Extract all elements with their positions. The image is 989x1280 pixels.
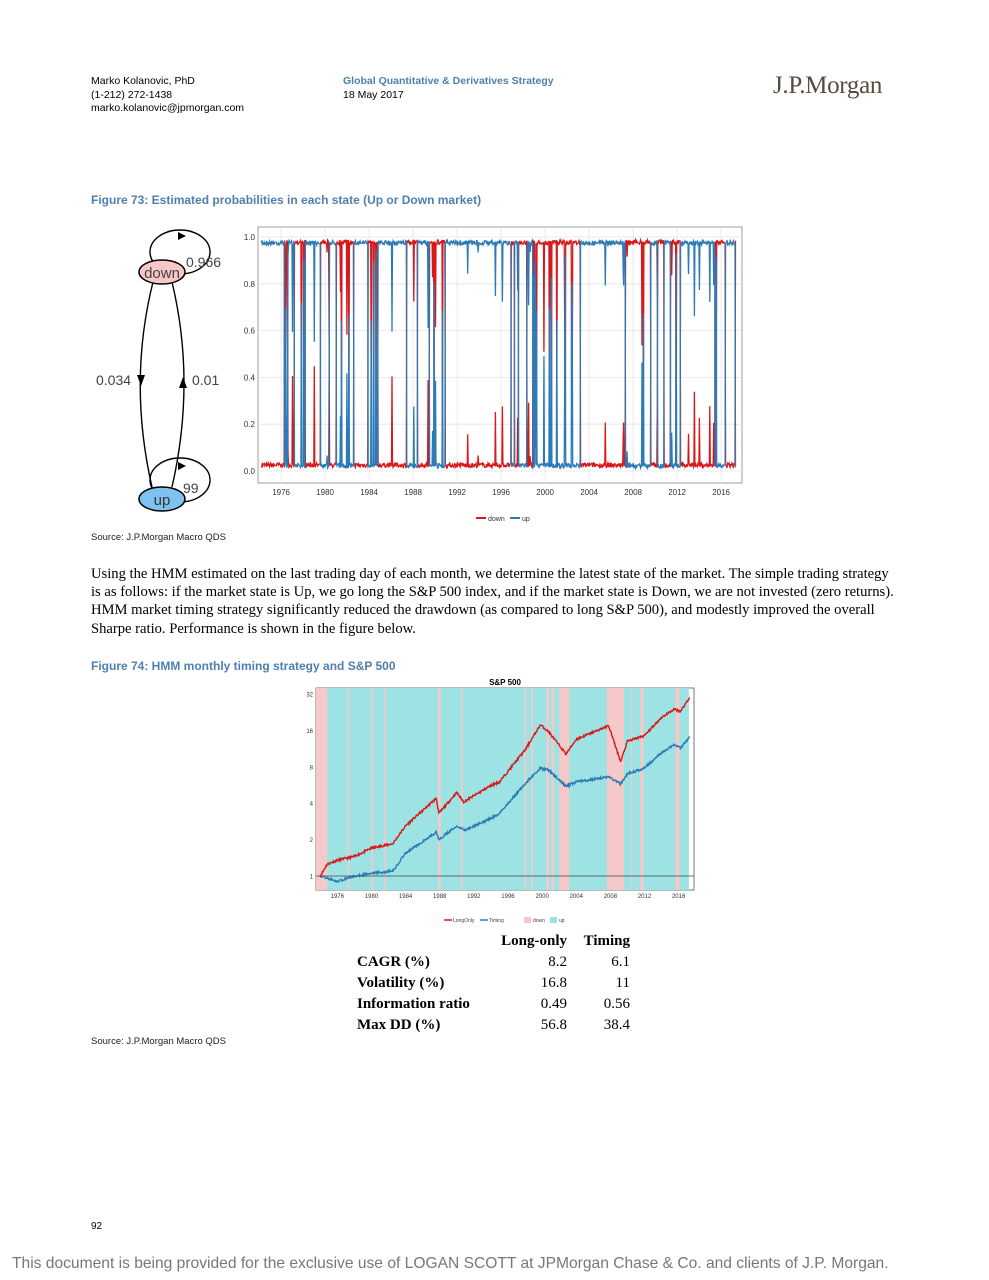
down-regime-band <box>371 688 373 890</box>
down-regime-band <box>607 688 624 890</box>
jpmorgan-logo: J.P.Morgan <box>773 72 883 99</box>
down-regime-band <box>524 688 526 890</box>
down-loop-arrowhead <box>178 232 186 240</box>
x-tick-label: 1988 <box>404 488 422 497</box>
legend-label-up: up <box>559 918 565 924</box>
down-regime-band <box>384 688 386 890</box>
x-tick-label: 2000 <box>535 894 549 900</box>
x-tick-label: 2012 <box>637 894 652 900</box>
legend-swatch-down <box>524 917 531 923</box>
y-tick-label: 0.2 <box>243 420 255 430</box>
state-probability-chart <box>228 222 748 530</box>
y-tick-label: 1.0 <box>243 233 255 242</box>
x-tick-label: 1984 <box>360 488 378 497</box>
legend-swatch-up <box>550 917 557 923</box>
department-title: Global Quantitative & Derivatives Strategy <box>343 75 554 87</box>
figure-73-title: Figure 73: Estimated probabilities in each state (Up or Down market) <box>91 193 482 207</box>
down-regime-band <box>675 688 679 890</box>
y-tick-label: 0.8 <box>243 279 255 289</box>
y-axis-ticks <box>244 233 256 476</box>
row-label: Volatility (%) <box>357 975 445 991</box>
figure-74-title: Figure 74: HMM monthly timing strategy and S&P 500 <box>91 659 396 673</box>
row-label: Information ratio <box>357 996 470 1012</box>
up-to-down-probability: 0.01 <box>192 372 220 388</box>
legend-label-longonly: LongOnly <box>453 918 475 924</box>
report-date: 18 May 2017 <box>343 88 404 101</box>
legend-label-down: down <box>488 516 505 523</box>
y-tick-label: 16 <box>306 728 313 735</box>
chart-title: S&P 500 <box>489 678 521 687</box>
y-tick-label: 8 <box>309 765 313 772</box>
down-regime-band <box>316 688 327 890</box>
chart-legend <box>444 917 565 924</box>
up-regime-band <box>327 688 689 890</box>
x-tick-label: 1992 <box>448 488 466 497</box>
x-tick-label: 2008 <box>603 894 618 900</box>
x-tick-label: 1984 <box>398 894 413 900</box>
up-self-probability: 99 <box>183 480 199 496</box>
legend-label-up: up <box>522 516 530 523</box>
row-label: CAGR (%) <box>357 954 430 970</box>
down-regime-band <box>559 688 569 890</box>
disclaimer-footer: This document is being provided for the exclusive use of LOGAN SCOTT at JPMorgan Chase & Co. and clients of J.P. Morgan. <box>12 1255 889 1272</box>
performance-table <box>357 931 630 1036</box>
table-row <box>357 973 630 994</box>
department-block <box>343 75 554 102</box>
state-down-label: down <box>144 265 180 282</box>
chart-legend <box>476 516 530 523</box>
cell-long-only: 8.2 <box>548 954 567 970</box>
table-row <box>357 994 630 1015</box>
x-tick-label: 2008 <box>624 488 642 497</box>
x-tick-label: 2004 <box>580 488 598 497</box>
x-axis-ticks <box>331 894 686 900</box>
y-tick-label: 2 <box>309 838 313 845</box>
x-tick-label: 2004 <box>569 894 583 900</box>
figure-74-source: Source: J.P.Morgan Macro QDS <box>91 1036 226 1047</box>
down-regime-band <box>631 688 632 890</box>
table-row <box>357 1015 630 1036</box>
down-regime-band <box>438 688 441 890</box>
figure-73-source: Source: J.P.Morgan Macro QDS <box>91 532 226 543</box>
down-regime-band <box>531 688 533 890</box>
y-axis-ticks <box>306 693 313 881</box>
y-tick-label: 32 <box>306 692 313 699</box>
legend-label-timing: Timing <box>489 918 504 924</box>
down-regime-band <box>640 688 643 890</box>
author-block <box>91 75 244 116</box>
up-loop-arrowhead <box>178 462 186 470</box>
hmm-state-diagram <box>88 222 243 522</box>
x-tick-label: 1976 <box>272 488 290 497</box>
cell-long-only: 16.8 <box>540 975 567 991</box>
sp500-timing-chart <box>298 674 700 930</box>
down-to-up-transition <box>140 282 153 487</box>
y-tick-label: 4 <box>309 801 313 808</box>
x-tick-label: 1976 <box>330 894 345 900</box>
x-tick-label: 1992 <box>467 894 481 900</box>
y-tick-label: 0.4 <box>243 373 255 383</box>
x-tick-label: 1980 <box>364 894 379 900</box>
cell-timing: 6.1 <box>611 954 630 970</box>
author-email[interactable]: marko.kolanovic@jpmorgan.com <box>91 102 245 114</box>
x-tick-label: 1988 <box>433 894 447 900</box>
y-tick-label: 0.6 <box>243 326 255 336</box>
x-tick-label: 2016 <box>671 894 686 900</box>
x-tick-label: 1996 <box>492 488 510 497</box>
legend-label-down: down <box>533 918 545 924</box>
cell-long-only: 0.49 <box>540 996 567 1012</box>
cell-timing: 0.56 <box>603 996 630 1012</box>
cell-long-only: 56.8 <box>540 1017 567 1033</box>
author-phone: (1-212) 272-1438 <box>91 88 173 101</box>
x-tick-label: 2012 <box>668 488 686 497</box>
table-header-row <box>357 931 630 952</box>
down-self-probability: 0.966 <box>186 254 222 270</box>
x-tick-label: 2016 <box>712 488 730 497</box>
state-up-label: up <box>153 492 171 509</box>
body-paragraph: Using the HMM estimated on the last trading day of each month, we determine the latest state of the market. The simple trading strategy is as follows: if the market state is Up, we go long the S&P 500 index, and if the market state is Down, we are not invested (zero returns). HMM market timing strategy significantly reduced the drawdown (as compared to long S&P 500), and modestly improved the overall Sharpe ratio. Performance is shown in the figure below. <box>91 566 894 637</box>
x-tick-label: 2000 <box>536 488 554 497</box>
author-name: Marko Kolanovic, PhD <box>91 75 195 87</box>
down-regime-band <box>461 688 463 890</box>
row-label: Max DD (%) <box>357 1017 441 1033</box>
down-regime-band <box>552 688 555 890</box>
column-header-timing: Timing <box>583 933 630 949</box>
up-to-down-arrowhead <box>179 377 187 388</box>
table-row <box>357 952 630 973</box>
x-tick-label: 1980 <box>316 488 334 497</box>
plot-panel <box>258 227 742 483</box>
cell-timing: 11 <box>615 975 630 991</box>
cell-timing: 38.4 <box>603 1017 630 1033</box>
regime-shading <box>316 688 689 890</box>
column-header-long-only: Long-only <box>501 933 567 949</box>
page-number: 92 <box>91 1221 103 1232</box>
x-axis-ticks <box>272 488 730 497</box>
down-regime-band <box>546 688 549 890</box>
down-to-up-probability: 0.034 <box>96 372 132 388</box>
x-tick-label: 1996 <box>501 894 515 900</box>
down-to-up-arrowhead <box>137 375 145 386</box>
y-tick-label: 0.0 <box>243 467 255 476</box>
y-tick-label: 1 <box>309 874 313 881</box>
